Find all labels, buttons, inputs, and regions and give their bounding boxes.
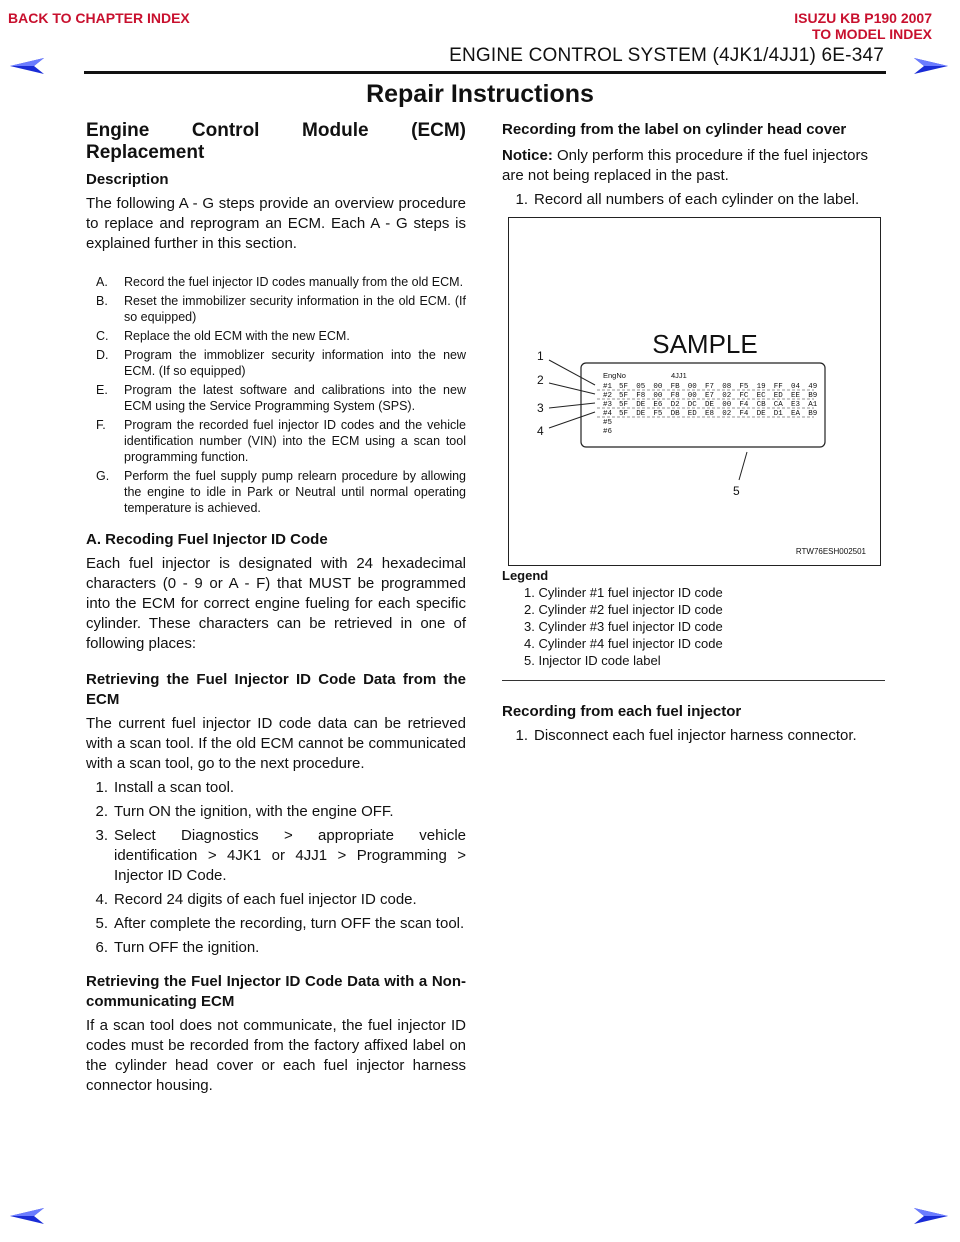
label-code-cell: 19 (756, 383, 766, 391)
noncomm-heading: Retrieving the Fuel Injector ID Code Data with a Non-communicating ECM (86, 973, 466, 1010)
label-code-cell: D2 (670, 401, 680, 409)
label-code-cell: E8 (705, 410, 715, 418)
model-title-link[interactable]: ISUZU KB P190 2007 (794, 10, 932, 26)
prev-page-arrow-icon[interactable] (8, 56, 46, 76)
overview-steps-list (86, 274, 466, 516)
label-row-cyl: #5 (603, 419, 613, 427)
label-code-cell: EC (756, 392, 766, 400)
label-code-cell: DC (687, 401, 697, 409)
legend-divider (502, 680, 885, 681)
list-item: E. Program the latest software and calibrations into the new ECM using the Service Programming System (SPS). (96, 383, 466, 413)
retrieve-ecm-text: The current fuel injector ID code data can be retrieved with a scan tool. If the old ECM cannot be communicated with a scan tool, go to the next procedure. (86, 715, 466, 772)
list-item: 2. Turn ON the ignition, with the engine OFF. (95, 803, 394, 820)
figure-legend (502, 567, 723, 669)
label-code-cell: F7 (705, 383, 715, 391)
label-code-cell: 00 (722, 401, 732, 409)
label-heading: Recording from the label on cylinder head cover (502, 121, 847, 138)
callout-4: 4 (537, 424, 544, 438)
legend-item: 1. Cylinder #1 fuel injector ID code (524, 585, 723, 600)
next-page-arrow-icon[interactable] (912, 56, 950, 76)
list-item: 1. Record all numbers of each cylinder on the label. (515, 191, 860, 208)
to-model-index-link[interactable]: TO MODEL INDEX (811, 26, 932, 42)
label-code-cell: DE (705, 401, 715, 409)
label-code-cell: 04 (791, 383, 801, 391)
injector-section (502, 702, 886, 750)
label-code-cell: FF (773, 383, 783, 391)
label-code-cell: 00 (653, 383, 663, 391)
legend-item: 4. Cylinder #4 fuel injector ID code (524, 636, 723, 651)
list-item: A. Record the fuel injector ID codes manually from the old ECM. (96, 275, 464, 289)
injector-label-figure (508, 217, 881, 566)
label-code-cell: B9 (808, 410, 818, 418)
header-rule (84, 71, 886, 74)
legend-item: 2. Cylinder #2 fuel injector ID code (524, 602, 723, 617)
label-row-cyl: #3 (603, 401, 613, 409)
page-title: Repair Instructions (366, 80, 594, 108)
label-code-cell: EA (791, 410, 801, 418)
notice-text: Notice: Only perform this procedure if the fuel injectors are not being replaced in the past. (502, 147, 868, 184)
prev-page-arrow-bottom-icon[interactable] (8, 1206, 46, 1226)
legend-item: 5. Injector ID code label (524, 653, 661, 668)
label-code-cell: E7 (705, 392, 715, 400)
label-row-cyl: #6 (603, 428, 613, 436)
list-item: 1. Install a scan tool. (95, 779, 235, 796)
noncomm-text: If a scan tool does not communicate, the fuel injector ID codes must be recorded from the factory affixed label on the cylinder head cover or each fuel injector harness connector housing. (86, 1017, 466, 1094)
label-code-cell: 00 (687, 383, 697, 391)
list-item: 6. Turn OFF the ignition. (95, 939, 260, 956)
right-column (502, 120, 886, 214)
label-code-cell: A1 (808, 401, 818, 409)
recoding-text: Each fuel injector is designated with 24 hexadecimal characters (0 - 9 or A - F) that MUST be programmed into the ECM for correct engine fueling for each specific cylinder. These characters can be retrieved in one of following places: (86, 555, 466, 652)
label-code-cell: CA (773, 401, 783, 409)
list-item: 3. Select Diagnostics > appropriate vehicle identification > 4JK1 or 4JJ1 > Programming > Injector ID Code. (95, 827, 466, 884)
label-code-cell: 49 (808, 383, 818, 391)
list-item: 5. After complete the recording, turn OFF the scan tool. (95, 915, 465, 932)
list-item: C. Replace the old ECM with the new ECM. (96, 329, 350, 343)
label-code-cell: D1 (773, 410, 783, 418)
label-code-cell: DE (636, 410, 646, 418)
callout-3: 3 (537, 401, 544, 415)
label-code-cell: F4 (739, 401, 749, 409)
list-item: B. Reset the immobilizer security information in the old ECM. (If so equipped) (96, 294, 466, 324)
label-code-cell: E6 (653, 401, 663, 409)
list-item: F. Program the recorded fuel injector ID codes and the vehicle identification number (VIN) into the ECM using a scan tool programming function. (96, 418, 466, 464)
label-code-cell: F5 (653, 410, 663, 418)
engno-text: EngNo (603, 371, 626, 380)
retrieve-steps-list (86, 778, 466, 958)
label-code-cell: ED (773, 392, 783, 400)
back-to-chapter-index-link[interactable]: BACK TO CHAPTER INDEX (8, 10, 190, 26)
label-code-cell: EE (791, 392, 801, 400)
description-heading: Description (86, 171, 169, 188)
label-code-cell: 00 (653, 392, 663, 400)
label-code-cell: B9 (808, 392, 818, 400)
legend-heading: Legend (502, 568, 549, 583)
engine-model-text: 4JJ1 (671, 371, 687, 380)
label-code-cell: F8 (636, 392, 646, 400)
label-code-cell: 5F (619, 410, 629, 418)
label-code-cell: DE (756, 410, 766, 418)
section-title: Engine Control Module (ECM) Replacement (86, 120, 466, 163)
label-code-cell: 00 (687, 392, 697, 400)
page-header-title: ENGINE CONTROL SYSTEM (4JK1/4JJ1) 6E-347 (449, 45, 884, 66)
list-item: 1. Disconnect each fuel injector harness connector. (515, 727, 857, 744)
label-code-cell: 02 (722, 410, 732, 418)
list-item: D. Program the immoblizer security information into the new ECM. (If so equipped) (96, 348, 466, 378)
recoding-heading: A. Recoding Fuel Injector ID Code (86, 531, 328, 548)
label-code-cell: E3 (791, 401, 801, 409)
description-text: The following A - G steps provide an overview procedure to replace and reprogram an ECM. Each A - G steps is explained further in this section. (86, 195, 466, 252)
callout-5: 5 (733, 484, 740, 498)
label-code-cell: 02 (722, 392, 732, 400)
label-code-cell: CB (756, 401, 766, 409)
label-code-cell: F5 (739, 383, 749, 391)
callout-2: 2 (537, 373, 544, 387)
label-code-cell: 05 (636, 383, 646, 391)
sample-text: SAMPLE (652, 329, 758, 359)
label-code-cell: ED (687, 410, 697, 418)
label-code-cell: DE (636, 401, 646, 409)
left-column (86, 120, 466, 1106)
list-item: G. Perform the fuel supply pump relearn procedure by allowing the engine to idle in Park or Neutral until normal operating temperature is achieved. (96, 469, 466, 515)
label-code-cell: 5F (619, 401, 629, 409)
label-code-cell: F8 (670, 392, 680, 400)
label-code-cell: FC (739, 392, 749, 400)
label-code-cell: 5F (619, 383, 629, 391)
label-row-cyl: #1 (603, 383, 613, 391)
label-code-cell: 08 (722, 383, 732, 391)
label-code-cell: DB (670, 410, 680, 418)
label-code-cell: F4 (739, 410, 749, 418)
injector-heading: Recording from each fuel injector (502, 703, 742, 720)
label-row-cyl: #2 (603, 392, 613, 400)
figure-code: RTW76ESH002501 (795, 547, 866, 556)
label-row-cyl: #4 (603, 410, 613, 418)
callout-1: 1 (537, 349, 544, 363)
list-item: 4. Record 24 digits of each fuel injector ID code. (95, 891, 417, 908)
retrieve-ecm-heading: Retrieving the Fuel Injector ID Code Data from the ECM (86, 671, 466, 708)
legend-item: 3. Cylinder #3 fuel injector ID code (524, 619, 723, 634)
label-code-cell: 5F (619, 392, 629, 400)
next-page-arrow-bottom-icon[interactable] (912, 1206, 950, 1226)
notice-label: Notice: (502, 147, 553, 164)
label-code-cell: FB (670, 383, 680, 391)
